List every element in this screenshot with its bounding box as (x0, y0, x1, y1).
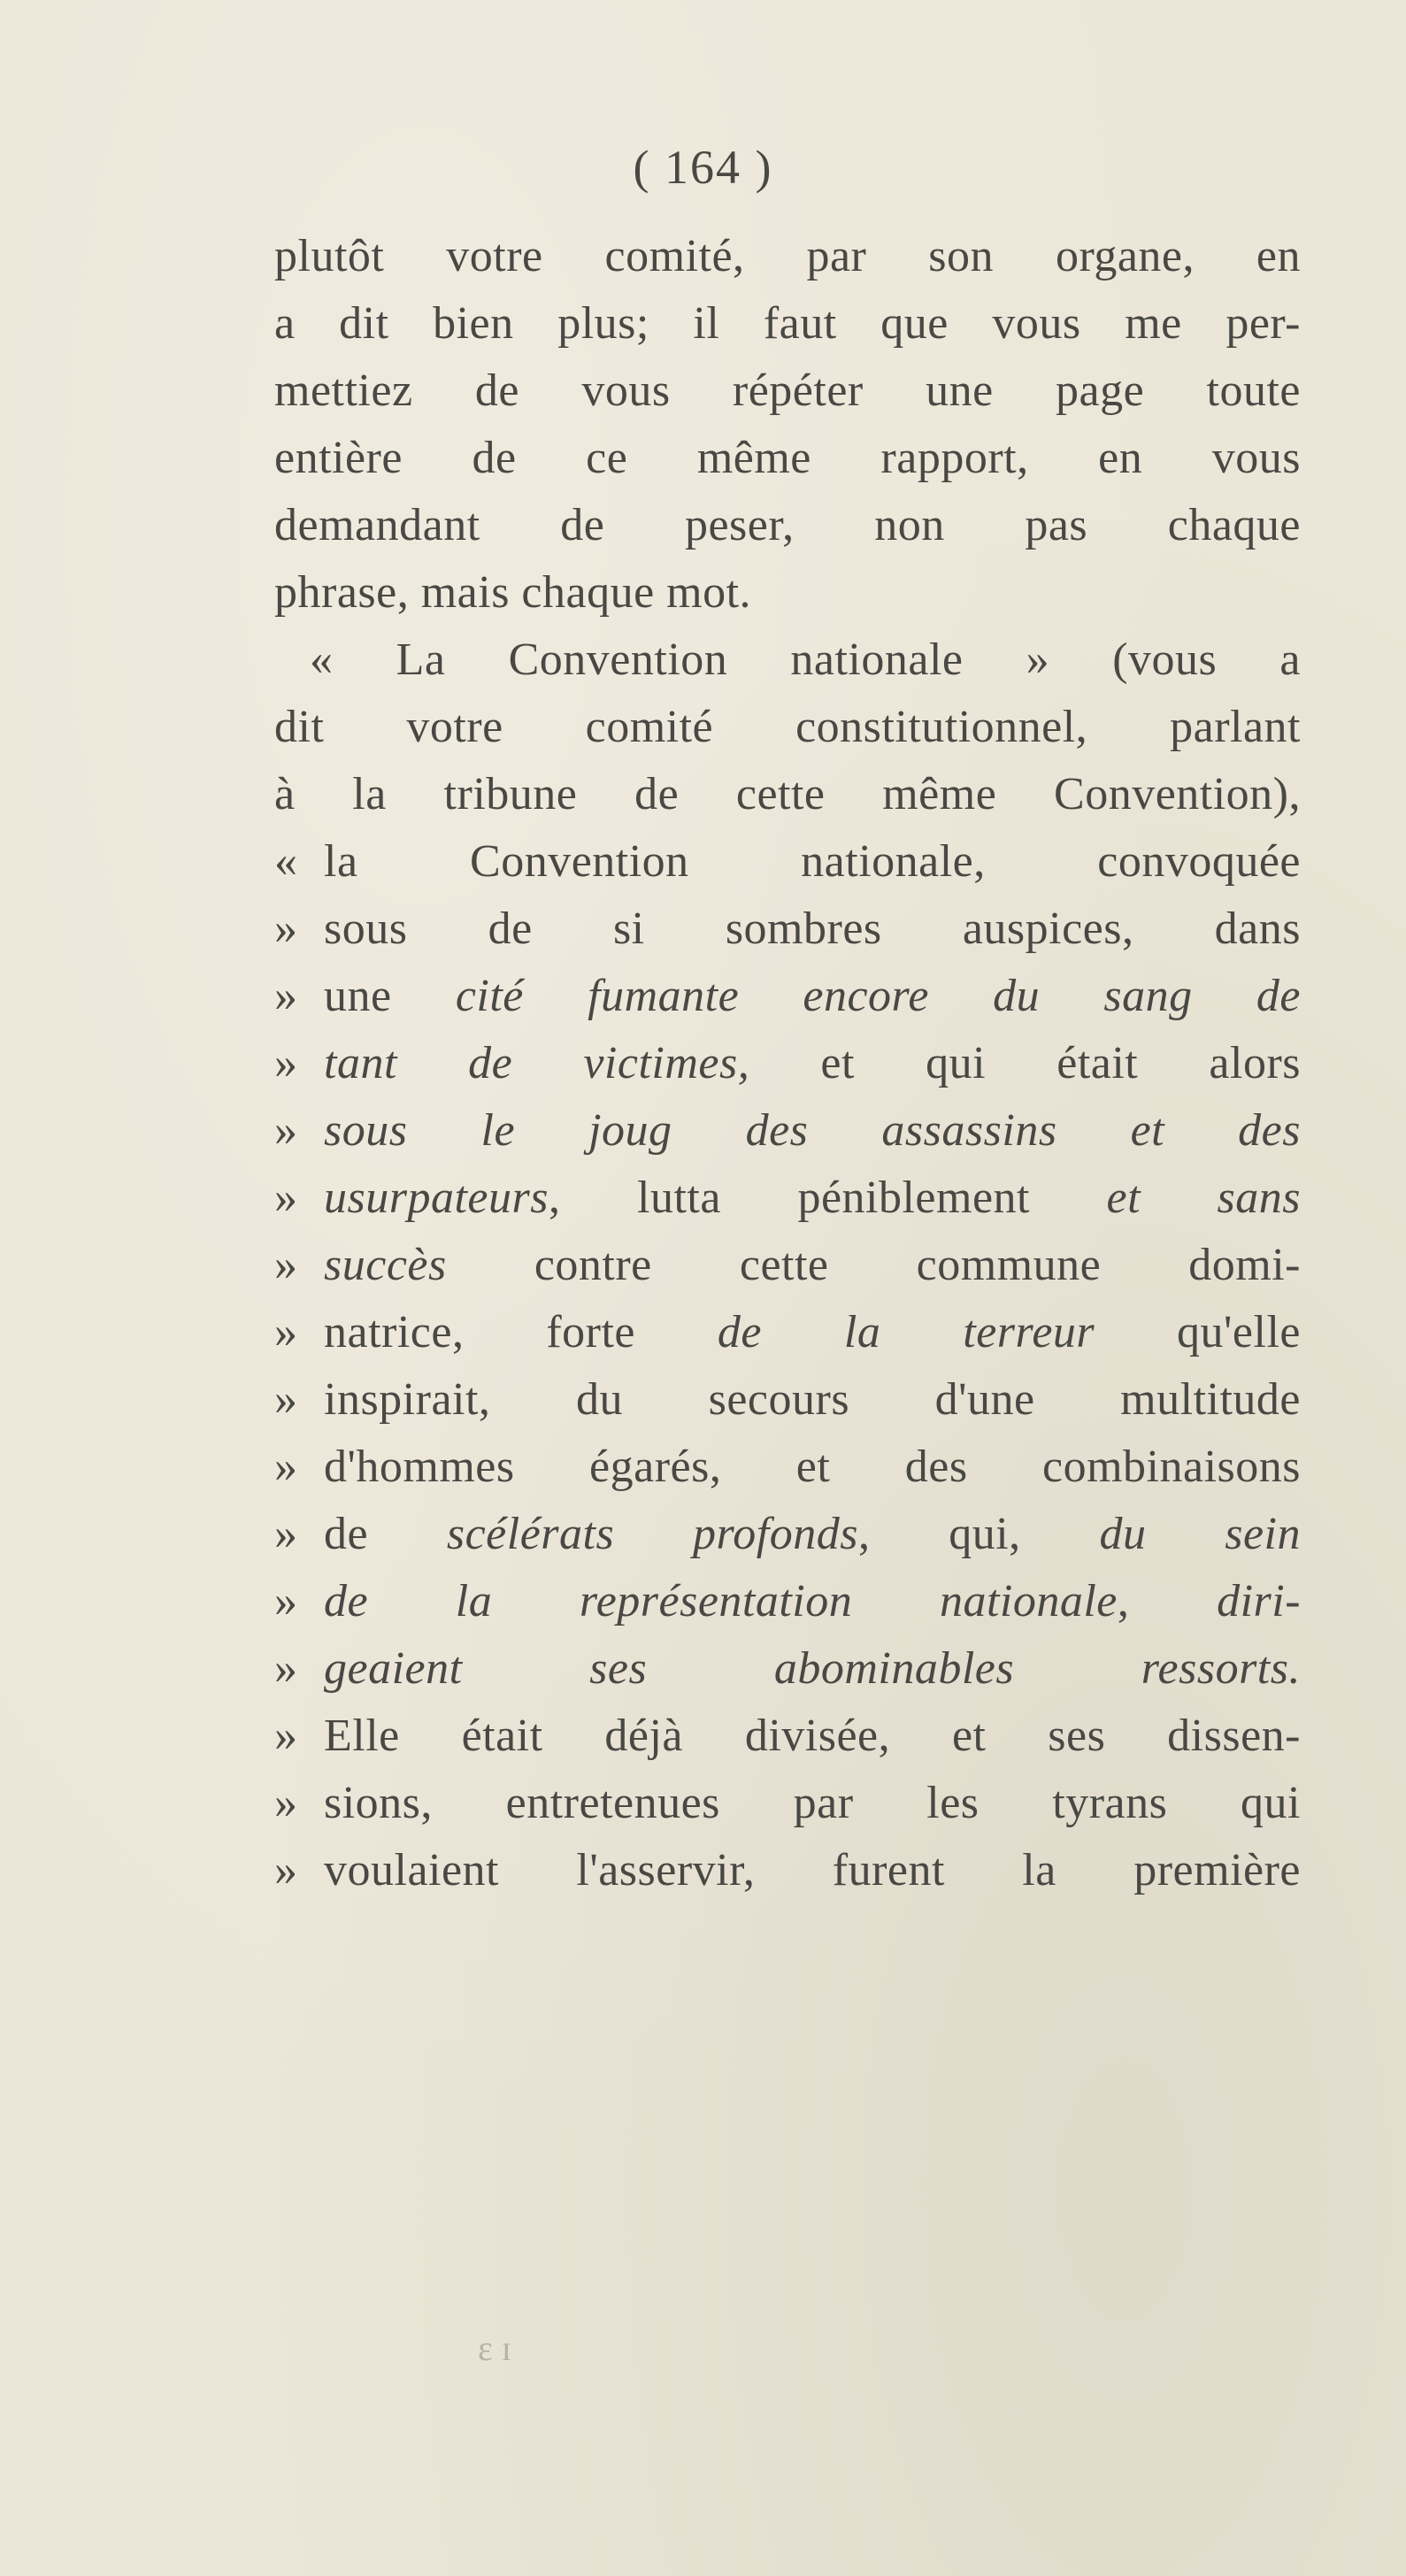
text-segment: a dit bien plus; il faut que vous me per- (274, 298, 1301, 349)
text-line (274, 1097, 1301, 1165)
text-segment: , qui, (857, 1509, 1100, 1559)
text-segment: d'hommes égarés, et des combinaisons (324, 1442, 1301, 1492)
italic-text-segment: de la terreur (717, 1307, 1095, 1357)
text-segment: , lutta péniblement (548, 1173, 1107, 1223)
guillemet-mark: » (274, 1711, 298, 1761)
guillemet-mark: » (274, 1173, 298, 1223)
guillemet-mark: « (274, 836, 298, 887)
page-number: ( 164 ) (633, 141, 773, 194)
text-line (274, 492, 1301, 559)
text-line (274, 896, 1301, 963)
text-segment: phrase, mais chaque mot. (274, 567, 752, 618)
text-line (274, 1434, 1301, 1501)
text-line (274, 963, 1301, 1030)
guillemet-mark: » (274, 1374, 298, 1425)
text-line (274, 627, 1301, 694)
text-line (274, 761, 1301, 828)
italic-text-segment: diri- (1217, 1576, 1302, 1626)
guillemet-mark: » (274, 1105, 298, 1156)
italic-text-segment: scélérats profonds (446, 1509, 858, 1559)
text-line (274, 1030, 1301, 1097)
italic-text-segment: cité fumante encore du sang de (455, 971, 1301, 1021)
text-segment: de (324, 1509, 447, 1559)
guillemet-mark: » (274, 1442, 298, 1492)
guillemet-mark: » (274, 1845, 298, 1895)
text-segment: plutôt votre comité, par son organe, en (274, 231, 1301, 281)
text-line (274, 1568, 1301, 1635)
text-segment: « La Convention nationale » (vous a (310, 634, 1301, 685)
text-segment: une (324, 971, 456, 1021)
text-line (274, 290, 1301, 358)
italic-text-segment: tant de victimes, (324, 1038, 750, 1088)
text-line (274, 358, 1301, 425)
text-line (274, 828, 1301, 896)
ink-smudge-mark: ɛ ɪ (478, 2328, 511, 2368)
guillemet-mark: » (274, 1643, 298, 1694)
text-line (274, 1837, 1301, 1904)
italic-text-segment: succès (324, 1240, 447, 1290)
guillemet-mark: » (274, 1778, 298, 1828)
text-segment: Elle était déjà divisée, et ses dissen- (324, 1711, 1301, 1761)
italic-text-segment: geaient ses abominables ressorts. (324, 1643, 1301, 1694)
text-segment: , (1117, 1576, 1218, 1626)
text-line (274, 1299, 1301, 1366)
text-segment: entière de ce même rapport, en vous (274, 433, 1301, 483)
guillemet-mark: » (274, 971, 298, 1021)
text-segment: sous de si sombres auspices, dans (324, 904, 1301, 954)
text-line (274, 1770, 1301, 1837)
guillemet-mark: » (274, 1038, 298, 1088)
text-line (274, 559, 1301, 627)
italic-text-segment: de la représentation nationale (324, 1576, 1118, 1626)
guillemet-mark: » (274, 1307, 298, 1357)
text-segment: qu'elle (1095, 1307, 1301, 1357)
text-line (274, 1366, 1301, 1434)
guillemet-mark: » (274, 1509, 298, 1559)
text-line (274, 1703, 1301, 1770)
guillemet-mark: » (274, 1240, 298, 1290)
italic-text-segment: sous le joug des assassins et des (324, 1105, 1301, 1156)
italic-text-segment: usurpateurs (324, 1173, 549, 1223)
italic-text-segment: du sein (1099, 1509, 1302, 1559)
text-segment: sions, entretenues par les tyrans qui (324, 1778, 1301, 1828)
text-segment: demandant de peser, non pas chaque (274, 500, 1301, 550)
guillemet-mark: » (274, 904, 298, 954)
text-line (274, 425, 1301, 492)
text-line (274, 1232, 1301, 1299)
text-segment: contre cette commune domi- (446, 1240, 1301, 1290)
text-segment: la Convention nationale, convoquée (324, 836, 1301, 887)
text-segment: voulaient l'asservir, furent la première (324, 1845, 1301, 1895)
text-segment: et qui était alors (749, 1038, 1301, 1088)
text-line (274, 1635, 1301, 1703)
text-segment: natrice, forte (324, 1307, 718, 1357)
body-text (274, 223, 1301, 1904)
text-segment: mettiez de vous répéter une page toute (274, 365, 1301, 416)
italic-text-segment: et sans (1106, 1173, 1301, 1223)
text-line (274, 223, 1301, 290)
text-line (274, 1501, 1301, 1568)
text-segment: à la tribune de cette même Convention), (274, 769, 1301, 819)
guillemet-mark: » (274, 1576, 298, 1626)
text-segment: dit votre comité constitutionnel, parlant (274, 702, 1301, 752)
text-line (274, 694, 1301, 761)
text-line (274, 1165, 1301, 1232)
text-segment: inspirait, du secours d'une multitude (324, 1374, 1301, 1425)
